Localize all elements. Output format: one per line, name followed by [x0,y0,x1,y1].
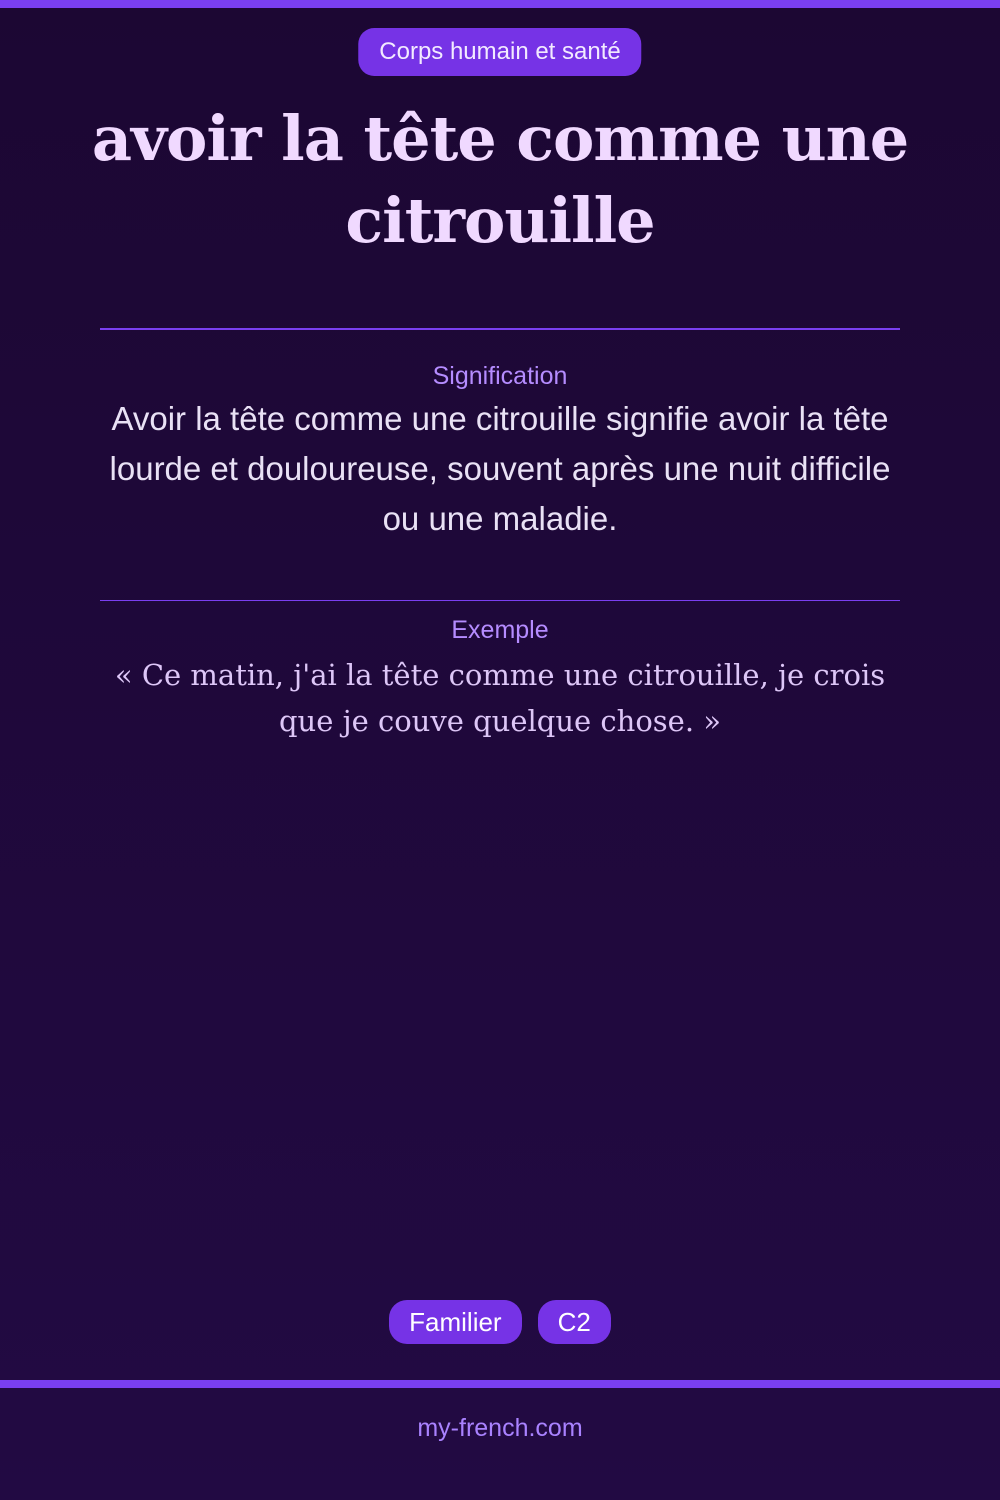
top-accent-bar [0,0,1000,8]
example-text: « Ce matin, j'ai la tête comme une citrouille, je crois que je couve quelque chose. » [114,658,886,738]
category-badge: Corps humain et santé [358,28,641,76]
site-footer: my-french.com [417,1414,583,1442]
meaning-text: Avoir la tête comme une citrouille signifie avoir la tête lourde et douloureuse, souvent après une nuit difficile ou une maladie. [109,400,891,537]
example-label: Exemple [451,616,549,644]
divider [100,328,900,330]
meaning-label: Signification [432,362,568,390]
register-tag: Familier [389,1300,521,1344]
level-tag: C2 [538,1300,611,1344]
divider [100,600,900,601]
expression-title: avoir la tête comme une citrouille [91,102,909,257]
bottom-accent-bar [0,1380,1000,1388]
tag-list [0,1300,1000,1344]
